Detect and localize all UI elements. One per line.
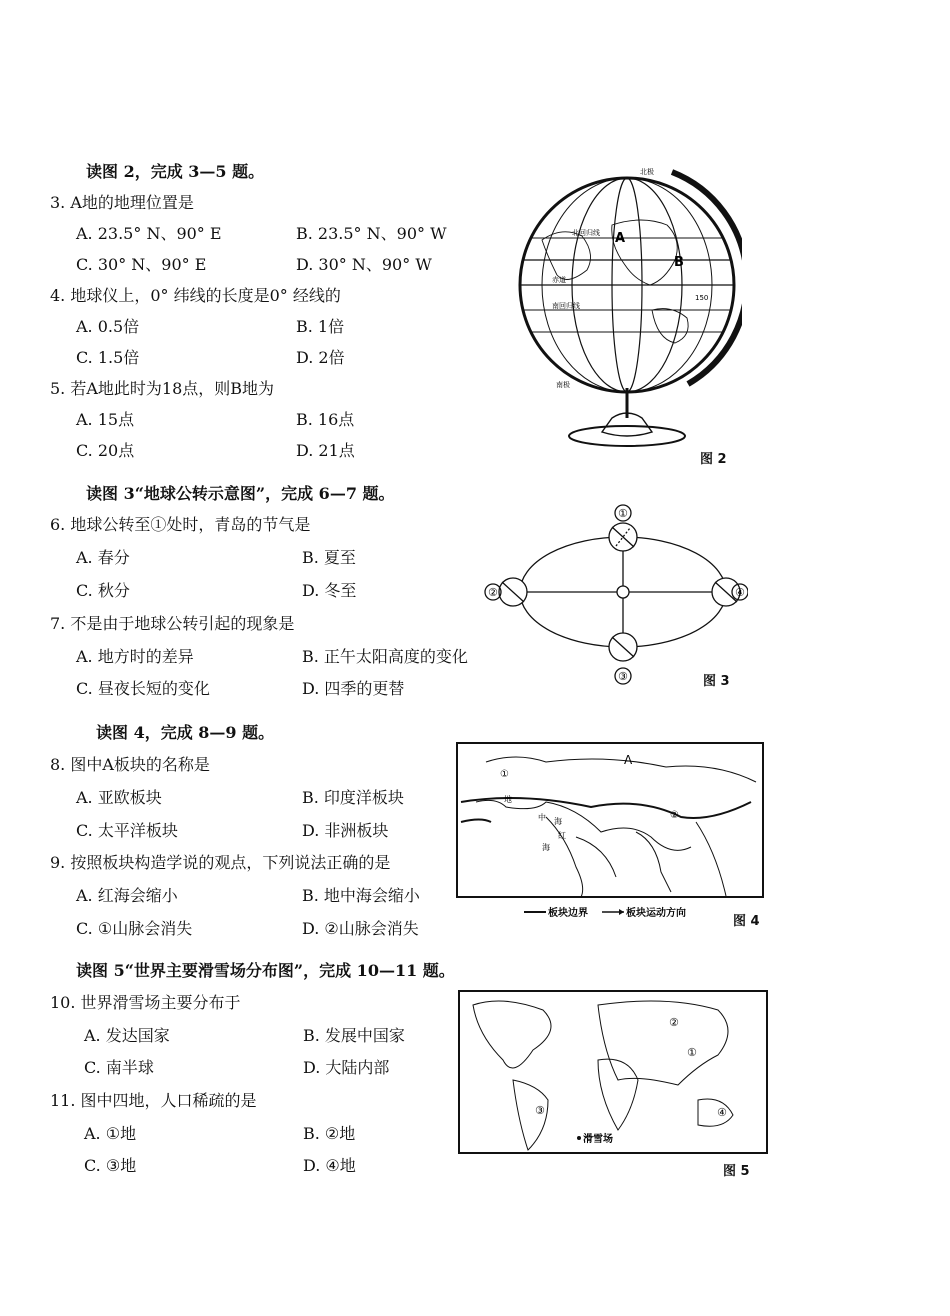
north-pole-label: 北极 xyxy=(640,168,654,176)
sea-char-label: 红 xyxy=(558,831,566,840)
option: B. ②地 xyxy=(303,1124,356,1143)
location-1-label: ② xyxy=(669,1016,679,1029)
question-stem: 11. 图中四地，人口稀疏的是 xyxy=(50,1091,257,1110)
ski-map-figure xyxy=(458,990,770,1160)
section-intro: 读图 3“地球公转示意图”，完成 6—7 题。 xyxy=(86,484,395,503)
option: D. 四季的更替 xyxy=(302,679,405,698)
question-stem: 6. 地球公转至①处时，青岛的节气是 xyxy=(50,515,311,534)
location-3-label: ③ xyxy=(535,1104,545,1117)
sea-char-label: 中 xyxy=(538,813,546,822)
option: C. 南半球 xyxy=(84,1058,154,1077)
option: C. 秋分 xyxy=(76,581,130,600)
plate-a-label: A xyxy=(624,753,633,767)
location-4-label: ④ xyxy=(717,1106,727,1119)
option: D. 非洲板块 xyxy=(302,821,389,840)
position-3-label: ③ xyxy=(618,670,628,683)
sea-char-label: 地 xyxy=(504,795,512,804)
option: A. 地方时的差异 xyxy=(76,647,194,666)
sea-char-label: 海 xyxy=(542,843,550,852)
option: A. 0.5倍 xyxy=(76,317,140,336)
option: A. 红海会缩小 xyxy=(76,886,178,905)
legend-motion: 板块运动方向 xyxy=(626,908,686,919)
option: C. 1.5倍 xyxy=(76,348,140,367)
option: A. 23.5° N、90° E xyxy=(76,224,222,243)
option: B. 正午太阳高度的变化 xyxy=(302,647,468,666)
question-stem: 8. 图中A板块的名称是 xyxy=(50,755,210,774)
point-b-label: B xyxy=(674,255,684,270)
option: C. 30° N、90° E xyxy=(76,255,207,274)
option: D. 冬至 xyxy=(302,581,357,600)
position-1-label: ① xyxy=(618,507,628,520)
option: C. ①山脉会消失 xyxy=(76,919,193,938)
figure-caption: 图 4 xyxy=(733,914,760,929)
option: A. 春分 xyxy=(76,548,130,567)
tropic-s-label: 南回归线 xyxy=(552,302,580,310)
south-pole-label: 南极 xyxy=(556,381,570,389)
section-intro: 读图 4，完成 8—9 题。 xyxy=(96,723,275,742)
option: B. 夏至 xyxy=(302,548,356,567)
location-2-label: ① xyxy=(687,1046,697,1059)
sea-char-label: 海 xyxy=(554,817,562,826)
figure-caption: 图 2 xyxy=(700,452,727,467)
option: D. ②山脉会消失 xyxy=(302,919,419,938)
figure-caption: 图 5 xyxy=(723,1164,750,1179)
question-stem: 9. 按照板块构造学说的观点，下列说法正确的是 xyxy=(50,853,391,872)
globe-figure xyxy=(512,160,742,460)
option: A. 发达国家 xyxy=(84,1026,170,1045)
position-4-label: ④ xyxy=(735,586,745,599)
mountain-2-label: ② xyxy=(670,810,679,821)
option: B. 23.5° N、90° W xyxy=(296,224,447,243)
option: A. 亚欧板块 xyxy=(76,788,162,807)
question-stem: 10. 世界滑雪场主要分布于 xyxy=(50,993,241,1012)
option: B. 1倍 xyxy=(296,317,345,336)
section-intro: 读图 5“世界主要滑雪场分布图”，完成 10—11 题。 xyxy=(76,961,455,980)
option: C. 20点 xyxy=(76,441,135,460)
question-stem: 7. 不是由于地球公转引起的现象是 xyxy=(50,614,295,633)
option: D. 2倍 xyxy=(296,348,345,367)
tropic-n-label: 北回归线 xyxy=(572,229,600,237)
question-stem: 4. 地球仪上，0° 纬线的长度是0° 经线的 xyxy=(50,286,341,305)
option: A. 15点 xyxy=(76,410,135,429)
option: C. 昼夜长短的变化 xyxy=(76,679,210,698)
option: D. ④地 xyxy=(303,1156,356,1175)
point-a-label: A xyxy=(615,231,626,246)
option: B. 发展中国家 xyxy=(303,1026,405,1045)
legend-ski: 滑雪场 xyxy=(583,1134,613,1145)
option: B. 印度洋板块 xyxy=(302,788,404,807)
option: A. ①地 xyxy=(84,1124,137,1143)
plates-figure xyxy=(456,742,768,932)
equator-label: 赤道 xyxy=(552,276,566,284)
option: C. ③地 xyxy=(84,1156,137,1175)
question-stem: 5. 若A地此时为18点，则B地为 xyxy=(50,379,275,398)
option: D. 21点 xyxy=(296,441,355,460)
figure-caption: 图 3 xyxy=(703,674,730,689)
longitude-label: 150 xyxy=(695,294,709,302)
option: D. 大陆内部 xyxy=(303,1058,390,1077)
mountain-1-label: ① xyxy=(500,769,509,780)
option: D. 30° N、90° W xyxy=(296,255,432,274)
option: B. 地中海会缩小 xyxy=(302,886,420,905)
legend-boundary: 板块边界 xyxy=(548,908,588,919)
orbit-figure xyxy=(478,500,748,695)
question-stem: 3. A地的地理位置是 xyxy=(50,193,194,212)
position-2-label: ② xyxy=(488,586,498,599)
option: B. 16点 xyxy=(296,410,355,429)
option: C. 太平洋板块 xyxy=(76,821,178,840)
section-intro: 读图 2，完成 3—5 题。 xyxy=(86,162,265,181)
